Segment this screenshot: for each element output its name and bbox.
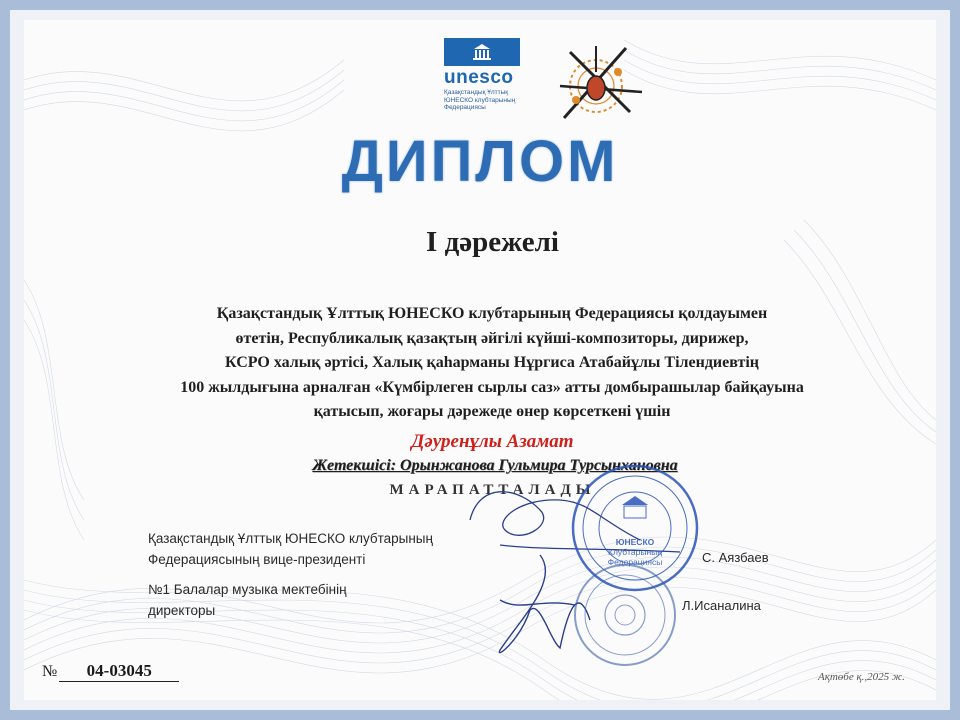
signatory-2-title-line: директоры [148, 603, 216, 618]
description-line: Қазақстандық Ұлттық ЮНЕСКО клубтарының Федерациясы қолдауымен [216, 305, 768, 322]
stamp-line: Федерациясы [607, 557, 663, 567]
stamp-line: ЮНЕСКО [615, 537, 655, 547]
number-value: 04-03045 [59, 661, 179, 682]
recipient-name: Дәуренұлы Азамат [411, 431, 574, 452]
signatory-1-title-line: Қазақстандық Ұлттық ЮНЕСКО клубтарының [148, 531, 433, 546]
awarded-label: МАРАПАТТАЛАДЫ [389, 482, 596, 498]
signatory-2-title-line: №1 Балалар музыка мектебінің [148, 582, 347, 597]
diploma-number [42, 661, 179, 682]
dombra-emblem-icon [556, 42, 644, 124]
description-line: қатысып, жоғары дәрежеде өнер көрсеткені үшін [313, 403, 671, 420]
diploma-degree: I дәрежелі [426, 226, 559, 258]
award-description [110, 302, 874, 425]
signatory-2-title [148, 579, 347, 621]
diploma-title: ДИПЛОМ [341, 129, 619, 194]
signatory-2-name: Л.Исаналина [682, 598, 761, 613]
unesco-logo [444, 38, 524, 120]
unesco-wordmark: unesco [444, 67, 514, 88]
description-line: КСРО халық әртісі, Халық қаһарманы Нұргиса Атабайұлы Тілендиевтің [224, 354, 759, 371]
signatory-1-title [148, 528, 433, 570]
mentor-name: Жетекшісі: Орынжанова Гульмира Турсынхановна [312, 457, 678, 474]
unesco-subtitle: Қазақстандық Ұлттық ЮНЕСКО клубтарының Федерациясы [444, 89, 516, 111]
stamp-line: Клубтарының [608, 547, 662, 557]
signatory-1-name: С. Аязбаев [702, 550, 769, 565]
description-line: 100 жылдығына арналған «Күмбірлеген сырлы саз» атты домбырашылар байқауына [180, 378, 804, 396]
number-prefix: № [42, 663, 58, 680]
signatory-1-title-line: Федерациясының вице-президенті [148, 552, 366, 567]
unesco-temple-icon [444, 38, 520, 66]
city-date: Ақтөбе қ.,2025 ж. [818, 671, 905, 683]
description-line: өтетін, Республикалық қазақтың әйгілі күйші-композиторы, дирижер, [235, 329, 749, 347]
